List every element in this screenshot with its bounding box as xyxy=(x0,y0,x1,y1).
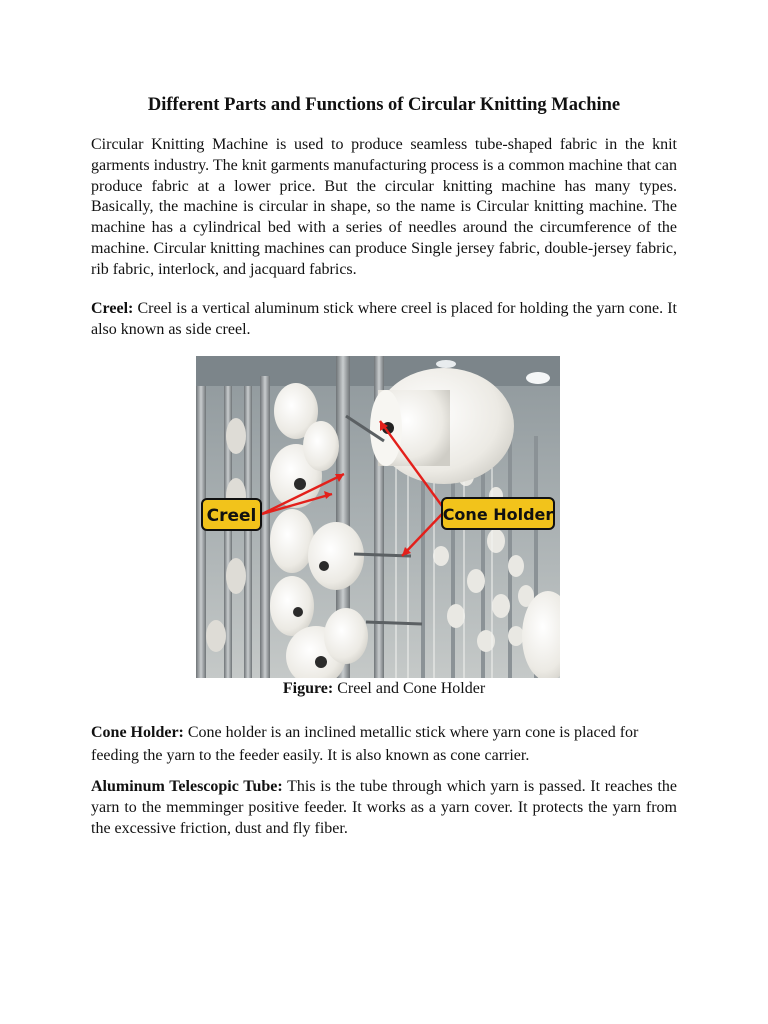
callout-cone-holder-label: Cone Holder xyxy=(442,505,554,524)
arrowhead-creel-2 xyxy=(324,491,332,499)
figure-caption xyxy=(91,679,677,699)
figure-caption-term: Figure: xyxy=(282,680,334,697)
telescopic-tube-paragraph xyxy=(91,777,677,839)
figure-caption-text: Creel and Cone Holder xyxy=(333,680,486,697)
arrow-cone-holder-2 xyxy=(402,514,442,556)
cone-holder-paragraph xyxy=(91,721,677,767)
cone-holder-term: Cone Holder: xyxy=(91,724,184,741)
creel-term: Creel: xyxy=(91,300,134,317)
arrow-cone-holder-1 xyxy=(380,421,442,506)
telescopic-tube-term: Aluminum Telescopic Tube: xyxy=(91,778,283,795)
telescopic-tube-description: This is the tube through which yarn is passed. It reaches the yarn to the memminger positive feeder. It works as a yarn cover. It protects the yarn from the excessive friction, dust and fly fiber. xyxy=(91,778,677,837)
creel-paragraph xyxy=(91,299,677,341)
intro-paragraph: Circular Knitting Machine is used to produce seamless tube-shaped fabric in the knit garments industry. The knit garments manufacturing process is a common machine that can produce fabric at a lower price. But the circular knitting machine has many types. Basically, the machine is circular in shape, so the name is Circular knitting machine. The machine has a cylindrical bed with a series of needles around the circumference of the machine. Circular knitting machines can produce Single jersey fabric, double-jersey fabric, rib fabric, interlock, and jacquard fabrics. xyxy=(91,136,677,278)
callout-creel-label: Creel xyxy=(206,506,257,526)
callout-cone-holder xyxy=(442,498,554,529)
creel-figure-image xyxy=(196,356,560,678)
page-title: Different Parts and Functions of Circular Knitting Machine xyxy=(147,95,621,115)
callout-creel xyxy=(202,499,261,530)
cone-holder-description: Cone holder is an inclined metallic stick where yarn cone is placed for feeding the yarn to the feeder easily. It is also known as cone carrier. xyxy=(91,724,639,764)
creel-description: Creel is a vertical aluminum stick where creel is placed for holding the yarn cone. It also known as side creel. xyxy=(91,300,677,338)
